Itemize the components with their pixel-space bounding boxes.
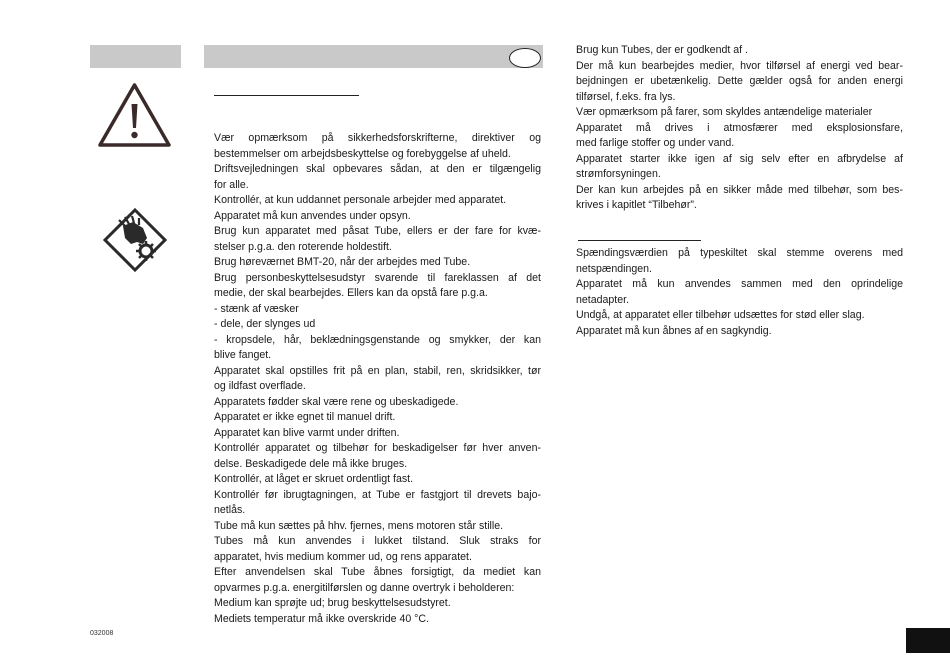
text-line: Apparatet skal opstilles frit på en plan, stabil, ren, skridsikker, tør [214,364,541,377]
text-line: Apparatet starter ikke igen af sig selv efter en afbrydelse af [576,152,903,165]
text-line: Undgå, at apparatet eller tilbehør udsættes for stød eller slag. [576,309,865,321]
text-line: Spændingsværdien på typeskiltet skal stemme overens med [576,247,903,259]
text-line: stelser p.g.a. den roterende holdestift. [214,240,392,253]
power-supply-instructions [576,246,903,339]
text-line: Apparatet må kun anvendes sammen med den oprindelige [576,278,903,290]
text-line: Brug høreværnet BMT-20, når der arbejdes med Tube. [214,256,471,268]
text-line: Brug personbeskyttelsesudstyr svarende til fareklassen af det [214,271,541,284]
section-header-bar [204,45,543,68]
text-line: og ildfast overflade. [214,380,306,392]
hand-rotating-part-warning-icon [103,208,167,272]
text-line: tilførsel, f.eks. fra lys. [576,90,676,103]
text-line: - dele, der slynges ud [214,318,316,330]
page-tab-marker [906,628,950,653]
safety-instructions-left [214,131,541,627]
section-marker-bar [90,45,181,68]
text-line: blive fanget. [214,349,272,361]
text-line: medie, der skal bearbejdes. Ellers kan da opstå fare p.g.a. [214,287,488,299]
text-line: Apparatets fødder skal være rene og ubeskadigede. [214,395,459,408]
subsection-title-rule [578,240,701,241]
text-line: Kontrollér apparatet og tilbehør for beskadigelser før hver anven- [214,442,541,454]
text-line: bejdningen er ubetænkelig. Dette gælder også for anden energi [576,75,903,87]
text-line: Mediets temperatur må ikke overskride 40 °C. [214,612,430,625]
text-line: Der må kun bearbejdes medier, hvor tilførsel af energi ved bear- [576,59,903,72]
text-line: Kontrollér, at låget er skruet ordentligt fast. [214,473,414,485]
text-line: Vær opmærksom på farer, som skyldes antændelige materialer [576,106,873,118]
text-line: netlås. [214,504,246,516]
text-line: Brug kun apparatet med påsat Tube, ellers er der fare for kvæ- [214,225,541,237]
text-line: Kontrollér, at kun uddannet personale arbejder med apparatet. [214,194,507,206]
text-line: opvarmes p.g.a. energitilførslen og danne overtryk i beholderen: [214,581,515,594]
safety-instructions-right-top [576,43,903,214]
text-line: krives i kapitlet “Tilbehør”. [576,199,697,211]
text-line: bestemmelser om arbejdsbeskyttelse og forebyggelse af uheld. [214,147,511,160]
text-line: netspændingen. [576,262,652,275]
text-line: Tube må kun sættes på hhv. fjernes, mens motoren står stille. [214,519,504,532]
text-line: Apparatet er ikke egnet til manuel drift. [214,411,396,423]
text-line: Tubes må kun anvendes i lukket tilstand. Sluk straks for [214,535,541,547]
text-line: Driftsvejledningen skal opbevares sådan, at den er tilgængelig [214,163,541,175]
warning-triangle-icon [97,82,172,148]
text-line: Efter anvendelsen skal Tube åbnes forsigtigt, da mediet kan [214,566,541,578]
text-line: Apparatet må drives i atmosfærer med eksplosionsfare, [576,121,903,134]
text-line: delse. Beskadigede dele må ikke bruges. [214,457,408,470]
text-line: - stænk af væsker [214,302,299,315]
section-title-rule [214,95,359,96]
text-line: strømforsyningen. [576,168,661,180]
document-code: 032008 [90,630,114,637]
language-oval-badge [509,48,541,68]
text-line: for alle. [214,178,249,191]
text-line: Vær opmærksom på sikkerhedsforskrifterne, direktiver og [214,132,541,144]
text-line: netadapter. [576,293,630,306]
text-line: Apparatet må kun anvendes under opsyn. [214,209,411,222]
text-line: med farlige stoffer og under vand. [576,137,735,149]
text-line: Kontrollér før ibrugtagningen, at Tube er fastgjort til drevets bajo- [214,488,541,501]
text-line: Brug kun Tubes, der er godkendt af . [576,44,748,56]
text-line: - kropsdele, hår, beklædningsgenstande og smykker, der kan [214,333,541,346]
text-line: Apparatet må kun åbnes af en sagkyndig. [576,324,772,337]
text-line: Der kan kun arbejdes på en sikker måde med tilbehør, som bes- [576,183,903,196]
text-line: Apparatet kan blive varmt under driften. [214,426,400,439]
text-line: Medium kan sprøjte ud; brug beskyttelsesudstyret. [214,597,451,609]
text-line: apparatet, hvis medium kommer ud, og rens apparatet. [214,550,472,563]
